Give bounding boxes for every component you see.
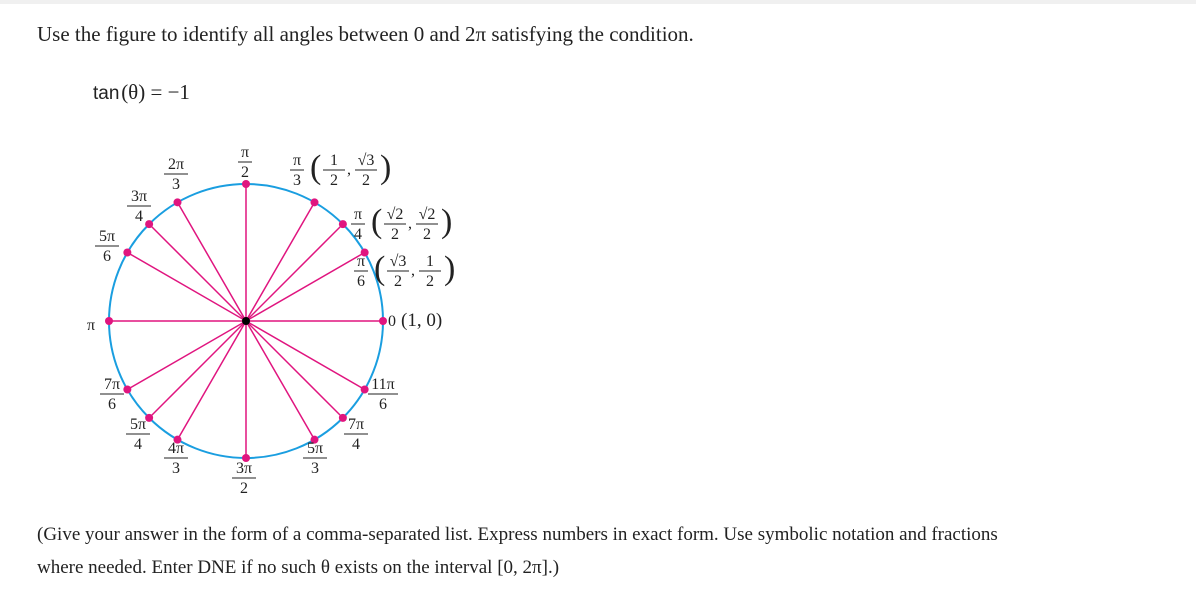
angle-label-3pi-4-numerator: 3π bbox=[130, 188, 148, 205]
coordinate-y-denominator: 2 bbox=[362, 172, 370, 189]
angle-label-5pi-3 bbox=[303, 440, 327, 477]
angle-label-5pi-6-denominator: 6 bbox=[103, 248, 111, 265]
point-5pi-6 bbox=[123, 249, 131, 257]
coordinate-x-denominator: 2 bbox=[391, 226, 399, 243]
coordinate-comma: , bbox=[411, 262, 415, 279]
point-pi-3 bbox=[311, 198, 319, 206]
angle-label-3pi-2-numerator: 3π bbox=[235, 460, 253, 477]
coordinate-label-pi-4 bbox=[371, 203, 452, 243]
coordinate-comma: , bbox=[347, 161, 351, 178]
point-5pi-4 bbox=[145, 414, 153, 422]
coordinate-x-denominator: 2 bbox=[394, 273, 402, 290]
angle-label-3pi-2 bbox=[232, 460, 256, 497]
angle-label-5pi-6-numerator: 5π bbox=[98, 228, 116, 245]
angle-label-5pi-3-numerator: 5π bbox=[306, 440, 324, 457]
angle-label-11pi-6 bbox=[368, 376, 398, 413]
angle-label-7pi-4-denominator: 4 bbox=[352, 436, 360, 453]
equation-argument: (θ) bbox=[121, 80, 146, 104]
angle-label-pi-2 bbox=[238, 144, 252, 181]
angle-label-pi-6-denominator: 6 bbox=[357, 273, 365, 290]
angle-label-3pi-4 bbox=[127, 188, 151, 225]
coordinate-y-denominator: 2 bbox=[423, 226, 431, 243]
point-3pi-4 bbox=[145, 220, 153, 228]
angle-label-2pi-3 bbox=[164, 156, 188, 193]
angle-label-5pi-4-denominator: 4 bbox=[134, 436, 142, 453]
angle-label-4pi-3 bbox=[164, 440, 188, 477]
equation-function: tan bbox=[93, 83, 120, 104]
angle-label-3pi-2-denominator: 2 bbox=[240, 480, 248, 497]
angle-label-pi-3 bbox=[290, 152, 304, 189]
angle-label-pi-2-denominator: 2 bbox=[241, 164, 249, 181]
unit-circle-figure bbox=[0, 4, 1196, 611]
angle-label-pi-6 bbox=[354, 253, 368, 290]
coordinate-y-denominator: 2 bbox=[426, 273, 434, 290]
angle-label-pi-3-denominator: 3 bbox=[293, 172, 301, 189]
coordinate-x-numerator: √2 bbox=[386, 206, 404, 223]
angle-label-0: 0 bbox=[388, 313, 396, 330]
angle-label-7pi-4-numerator: 7π bbox=[347, 416, 365, 433]
angle-label-11pi-6-denominator: 6 bbox=[379, 396, 387, 413]
coordinate-label-pi-3 bbox=[310, 149, 391, 189]
angle-label-pi-3-numerator: π bbox=[292, 152, 302, 169]
angle-label-4pi-3-denominator: 3 bbox=[172, 460, 180, 477]
angle-label-pi-6-numerator: π bbox=[356, 253, 366, 270]
coordinate-x-numerator: √3 bbox=[389, 253, 407, 270]
coordinate-y-numerator: √3 bbox=[357, 152, 375, 169]
angle-label-7pi-6-numerator: 7π bbox=[103, 376, 121, 393]
angle-label-3pi-4-denominator: 4 bbox=[135, 208, 143, 225]
coordinate-x-denominator: 2 bbox=[330, 172, 338, 189]
angle-label-5pi-4-numerator: 5π bbox=[129, 416, 147, 433]
coordinate-open-paren: ( bbox=[310, 149, 322, 186]
angle-label-7pi-6-denominator: 6 bbox=[108, 396, 116, 413]
angle-label-5pi-4 bbox=[126, 416, 150, 453]
angle-label-11pi-6-numerator: 11π bbox=[371, 376, 395, 393]
point-pi bbox=[105, 317, 113, 325]
equation-rhs: = −1 bbox=[150, 80, 190, 104]
origin-point bbox=[242, 317, 250, 325]
coordinate-comma: , bbox=[408, 215, 412, 232]
point-pi-2 bbox=[242, 180, 250, 188]
angle-label-pi-2-numerator: π bbox=[240, 144, 250, 161]
coordinate-close-paren: ) bbox=[444, 250, 456, 287]
answer-instructions-line-2: where needed. Enter DNE if no such θ exists on the interval [0, 2π].) bbox=[37, 557, 560, 578]
coordinate-y-numerator: 1 bbox=[426, 253, 434, 270]
coordinate-label-0: (1, 0) bbox=[401, 310, 443, 331]
point-7pi-6 bbox=[123, 386, 131, 394]
angle-label-7pi-4 bbox=[344, 416, 368, 453]
coordinate-open-paren: ( bbox=[374, 250, 386, 287]
point-pi-4 bbox=[339, 220, 347, 228]
angle-label-pi-4 bbox=[351, 206, 365, 243]
coordinate-close-paren: ) bbox=[380, 149, 392, 186]
answer-instructions-line-1: (Give your answer in the form of a comma-separated list. Express numbers in exact form. Use symbolic notation and fractions bbox=[37, 524, 998, 545]
angle-label-7pi-6 bbox=[100, 376, 124, 413]
angle-label-pi-4-numerator: π bbox=[353, 206, 363, 223]
point-11pi-6 bbox=[361, 386, 369, 394]
point-2pi-3 bbox=[174, 198, 182, 206]
coordinate-open-paren: ( bbox=[371, 203, 383, 240]
angle-label-pi: π bbox=[86, 317, 96, 334]
coordinate-label-pi-6 bbox=[374, 250, 455, 290]
angle-label-pi-4-denominator: 4 bbox=[354, 226, 362, 243]
angle-label-2pi-3-denominator: 3 bbox=[172, 176, 180, 193]
coordinate-y-numerator: √2 bbox=[418, 206, 436, 223]
coordinate-close-paren: ) bbox=[441, 203, 453, 240]
angle-label-4pi-3-numerator: 4π bbox=[167, 440, 185, 457]
question-prompt: Use the figure to identify all angles between 0 and 2π satisfying the condition. bbox=[37, 22, 694, 46]
coordinate-x-numerator: 1 bbox=[330, 152, 338, 169]
angle-label-5pi-6 bbox=[95, 228, 119, 265]
angle-label-2pi-3-numerator: 2π bbox=[167, 156, 185, 173]
point-7pi-4 bbox=[339, 414, 347, 422]
point-0 bbox=[379, 317, 387, 325]
angle-label-5pi-3-denominator: 3 bbox=[311, 460, 319, 477]
